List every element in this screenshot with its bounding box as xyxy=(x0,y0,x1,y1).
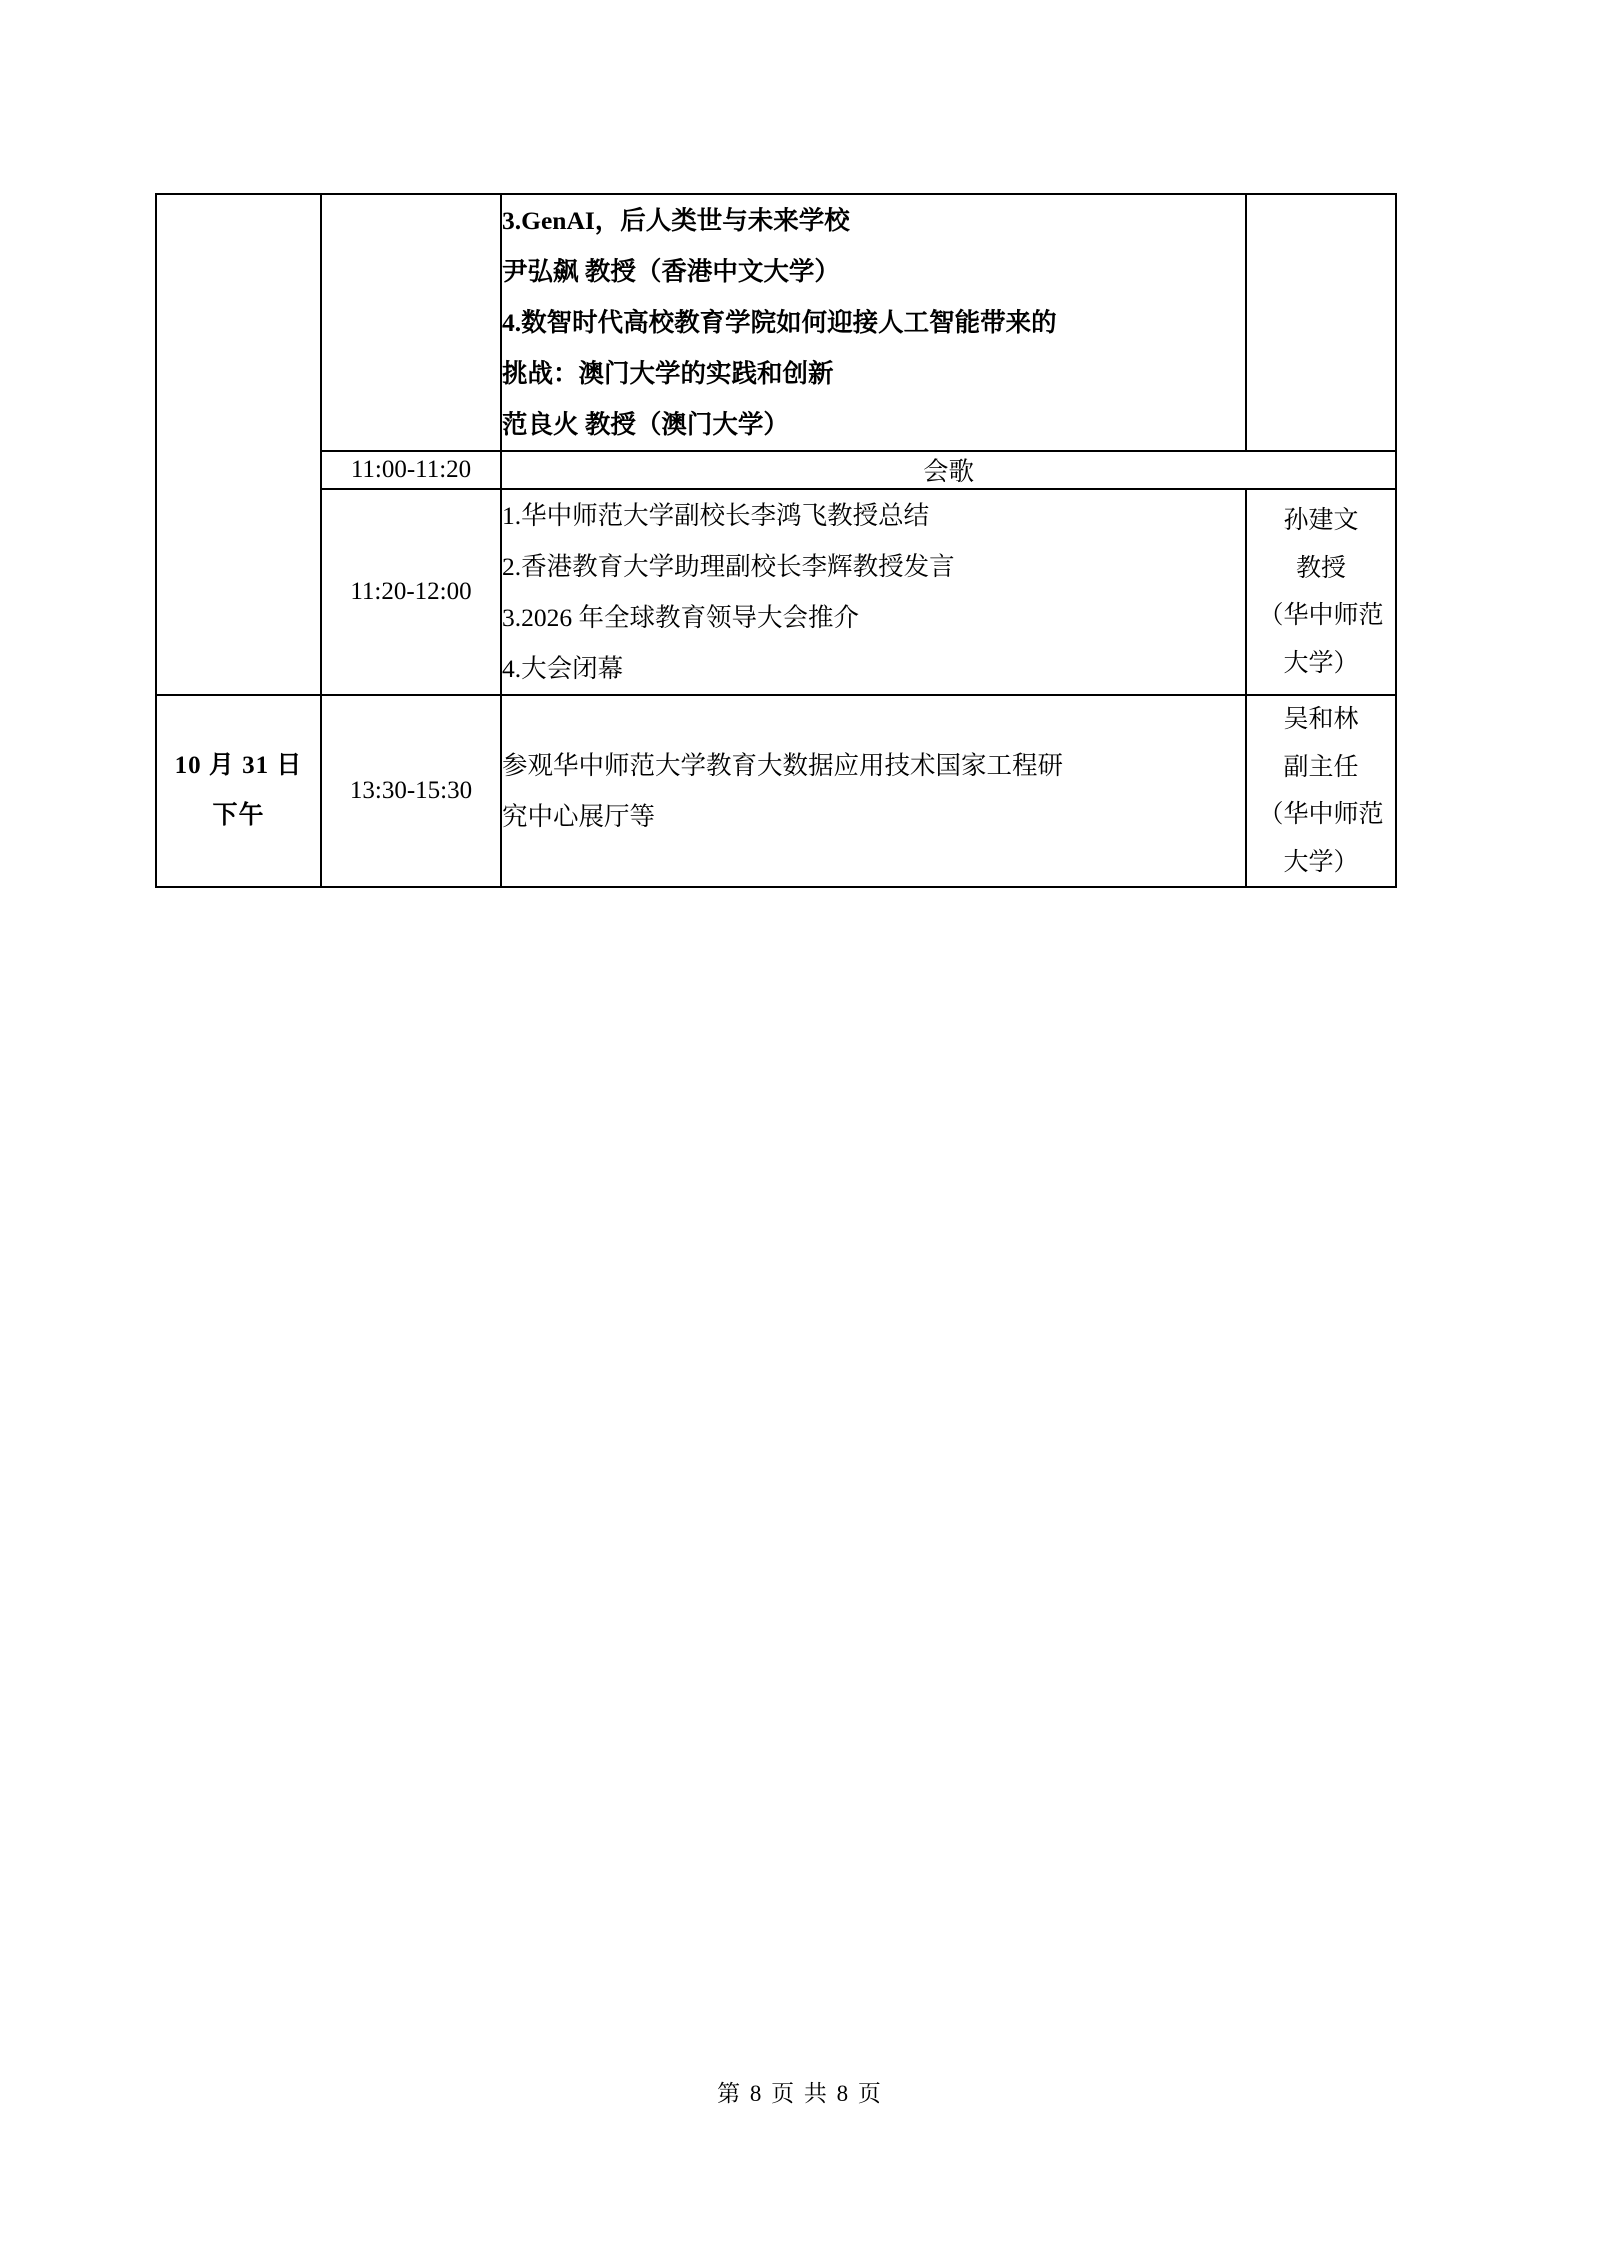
host-line: 大学） xyxy=(1283,649,1359,677)
detail-cell-closing xyxy=(501,489,1246,695)
host-line: 教授 xyxy=(1295,554,1346,582)
detail-line-speaker xyxy=(502,399,1245,450)
detail-cell-anthem: 会歌 xyxy=(501,451,1396,489)
table-row xyxy=(156,489,1396,695)
host-cell-empty xyxy=(1246,194,1396,451)
time-cell: 11:20-12:00 xyxy=(321,489,501,695)
host-line: （华中师范 xyxy=(1258,801,1384,828)
detail-line: 3.2026 年全球教育领导大会推介 xyxy=(502,603,860,632)
page-footer: 第 8 页 共 8 页 xyxy=(717,2081,883,2106)
conference-schedule-table xyxy=(155,193,1397,888)
speaker-name: 尹弘飙 教授（香港中文大学） xyxy=(502,257,840,286)
date-cell-oct31-afternoon xyxy=(156,695,321,887)
table-row xyxy=(156,695,1396,887)
date-cell-empty xyxy=(156,194,321,695)
speaker-name: 范良火 教授（澳门大学） xyxy=(502,410,789,439)
detail-line: 1.华中师范大学副校长李鸿飞教授总结 xyxy=(502,501,930,530)
table-row xyxy=(156,451,1396,489)
time-cell: 11:00-11:20 xyxy=(321,451,501,489)
host-line: 孙建文 xyxy=(1283,507,1359,534)
time-cell: 13:30-15:30 xyxy=(321,695,501,887)
host-line: 大学） xyxy=(1283,848,1359,876)
detail-cell-visit xyxy=(501,695,1246,887)
date-line: 10 月 31 日 xyxy=(174,752,303,779)
detail-line: 4.数智时代高校教育学院如何迎接人工智能带来的 xyxy=(502,308,1057,337)
detail-line: 参观华中师范大学教育大数据应用技术国家工程研 xyxy=(502,751,1064,780)
detail-line: 究中心展厅等 xyxy=(502,802,656,831)
host-cell xyxy=(1246,489,1396,695)
detail-cell-keynotes xyxy=(501,194,1246,451)
date-line: 下午 xyxy=(212,802,265,829)
host-cell xyxy=(1246,695,1396,887)
detail-line: 挑战：澳门大学的实践和创新 xyxy=(502,359,834,388)
host-line: （华中师范 xyxy=(1258,602,1384,629)
host-line: 吴和林 xyxy=(1283,706,1359,733)
detail-line: 4.大会闭幕 xyxy=(502,654,624,683)
table-row xyxy=(156,194,1396,451)
host-line: 副主任 xyxy=(1283,753,1359,781)
detail-line: 3.GenAI，后人类世与未来学校 xyxy=(502,206,850,235)
detail-line: 2.香港教育大学助理副校长李辉教授发言 xyxy=(502,552,955,581)
time-cell-empty xyxy=(321,194,501,451)
detail-line-speaker xyxy=(502,246,1245,297)
